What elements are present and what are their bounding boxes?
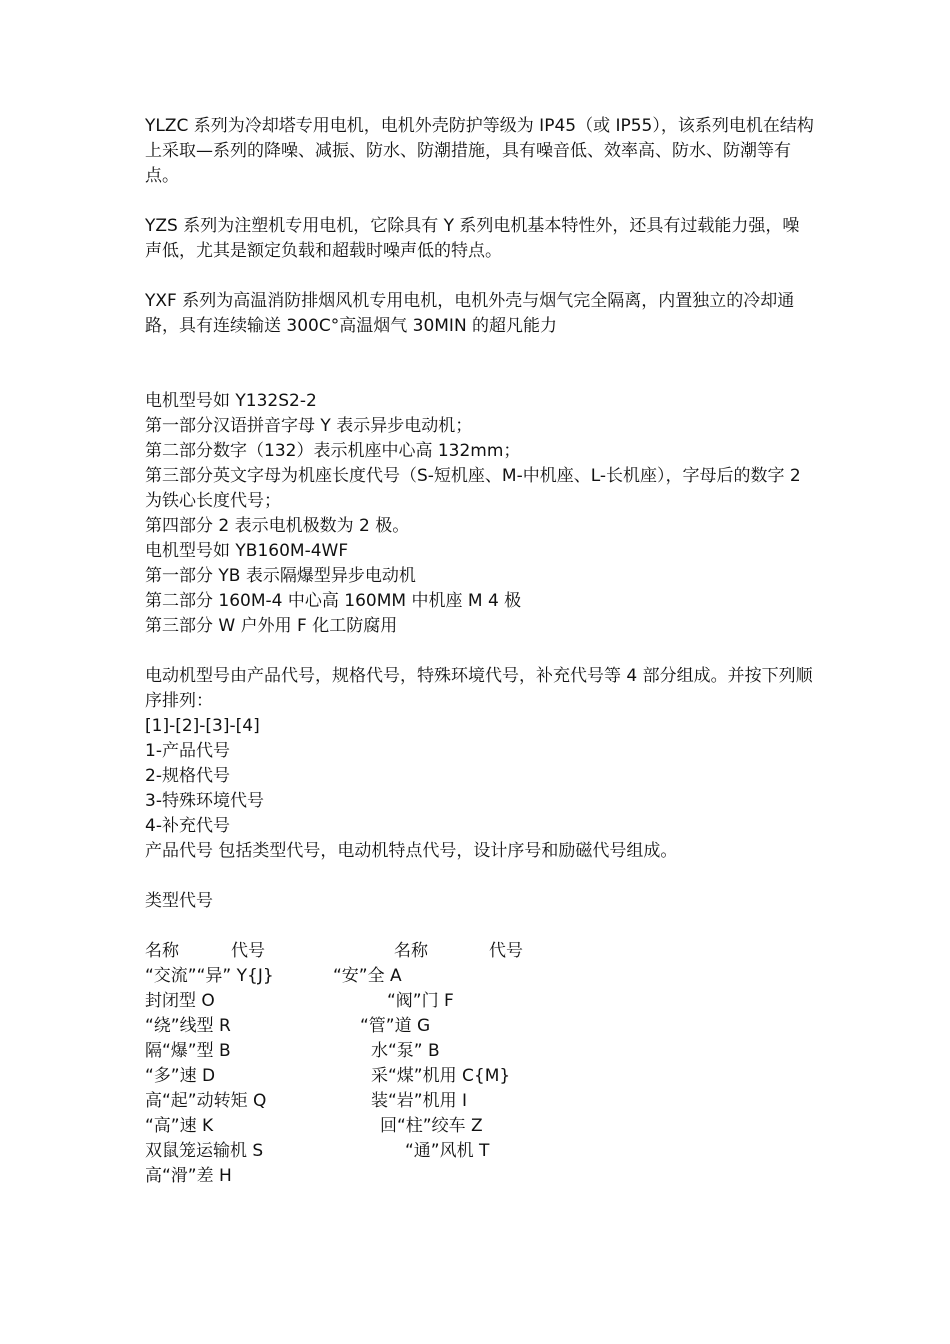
type-code-left: “绕”线型 R [145, 1016, 231, 1036]
type-code-row [145, 964, 815, 989]
type-code-right: “管”道 G [360, 1016, 431, 1036]
example2-title: 电机型号如 YB160M-4WF [145, 541, 349, 561]
type-code-right: 采“煤”机用 C{M} [371, 1066, 511, 1086]
type-code-right: “安”全 A [333, 966, 402, 986]
type-code-row [145, 1114, 815, 1139]
type-code-row [145, 989, 815, 1014]
example2-part1: 第一部分 YB 表示隔爆型异步电动机 [145, 566, 416, 586]
composition-item: 4-补充代号 [145, 816, 230, 836]
example1-part2: 第二部分数字（132）表示机座中心高 132mm； [145, 441, 521, 461]
type-code-left: “高”速 K [145, 1116, 214, 1136]
product-code-description: 产品代号 包括类型代号，电动机特点代号，设计序号和励磁代号组成。 [145, 841, 678, 861]
spacer [145, 639, 815, 664]
example1-part1: 第一部分汉语拼音字母 Y 表示异步电动机； [145, 416, 473, 436]
header-name-left: 名称 [145, 941, 179, 961]
composition-item: 2-规格代号 [145, 766, 230, 786]
spacer [145, 189, 815, 214]
type-code-header-row [145, 939, 815, 964]
spacer [145, 864, 815, 889]
composition-order: [1]-[2]-[3]-[4] [145, 716, 260, 736]
example2-part3: 第三部分 W 户外用 F 化工防腐用 [145, 616, 398, 636]
type-code-left: 封闭型 O [145, 991, 215, 1011]
document-body [145, 114, 815, 1189]
type-code-row [145, 1014, 815, 1039]
example2-part2: 第二部分 160M-4 中心高 160MM 中机座 M 4 极 [145, 591, 522, 611]
header-name-right: 名称 [394, 941, 428, 961]
header-code-right: 代号 [489, 941, 523, 961]
type-code-right: 回“柱”绞车 Z [380, 1116, 483, 1136]
header-code-left: 代号 [231, 941, 265, 961]
type-code-row [145, 1089, 815, 1114]
type-code-right: “阀”门 F [387, 991, 454, 1011]
composition-item: 3-特殊环境代号 [145, 791, 264, 811]
type-code-left: “交流”“异” Y{J} [145, 966, 274, 986]
type-code-left: 高“滑”差 H [145, 1166, 232, 1186]
spacer [145, 264, 815, 289]
spacer [145, 914, 815, 939]
paragraph-yxf: YXF 系列为高温消防排烟风机专用电机，电机外壳与烟气完全隔离，内置独立的冷却通路，具有连续输送 300C°高温烟气 30MIN 的超凡能力 [145, 291, 795, 336]
example1-part4: 第四部分 2 表示电机极数为 2 极。 [145, 516, 410, 536]
type-code-left: “多”速 D [145, 1066, 216, 1086]
example1-title: 电机型号如 Y132S2-2 [145, 391, 317, 411]
type-code-right: “通”风机 T [405, 1141, 490, 1161]
paragraph-ylzc: YLZC 系列为冷却塔专用电机，电机外壳防护等级为 IP45（或 IP55），该系列电机在结构上采取—系列的降噪、减振、防水、防潮措施，具有噪音低、效率高、防水、防潮等有点。 [145, 116, 814, 186]
example1-part3: 第三部分英文字母为机座长度代号（S-短机座、M-中机座、L-长机座），字母后的数字 2 为铁心长度代号； [145, 466, 801, 511]
spacer [145, 339, 815, 389]
type-code-row [145, 1039, 815, 1064]
type-code-right: 水“泵” B [371, 1041, 440, 1061]
composition-item: 1-产品代号 [145, 741, 230, 761]
type-code-heading: 类型代号 [145, 891, 213, 911]
type-code-right: 装“岩”机用 I [371, 1091, 468, 1111]
type-code-row [145, 1164, 815, 1189]
composition-intro: 电动机型号由产品代号，规格代号，特殊环境代号，补充代号等 4 部分组成。并按下列顺序排列： [145, 666, 813, 711]
type-code-row [145, 1064, 815, 1089]
type-code-left: 高“起”动转矩 Q [145, 1091, 267, 1111]
paragraph-yzs: YZS 系列为注塑机专用电机，它除具有 Y 系列电机基本特性外，还具有过载能力强，噪声低，尤其是额定负载和超载时噪声低的特点。 [145, 216, 800, 261]
type-code-row [145, 1139, 815, 1164]
type-code-left: 双鼠笼运输机 S [145, 1141, 264, 1161]
type-code-left: 隔“爆”型 B [145, 1041, 231, 1061]
